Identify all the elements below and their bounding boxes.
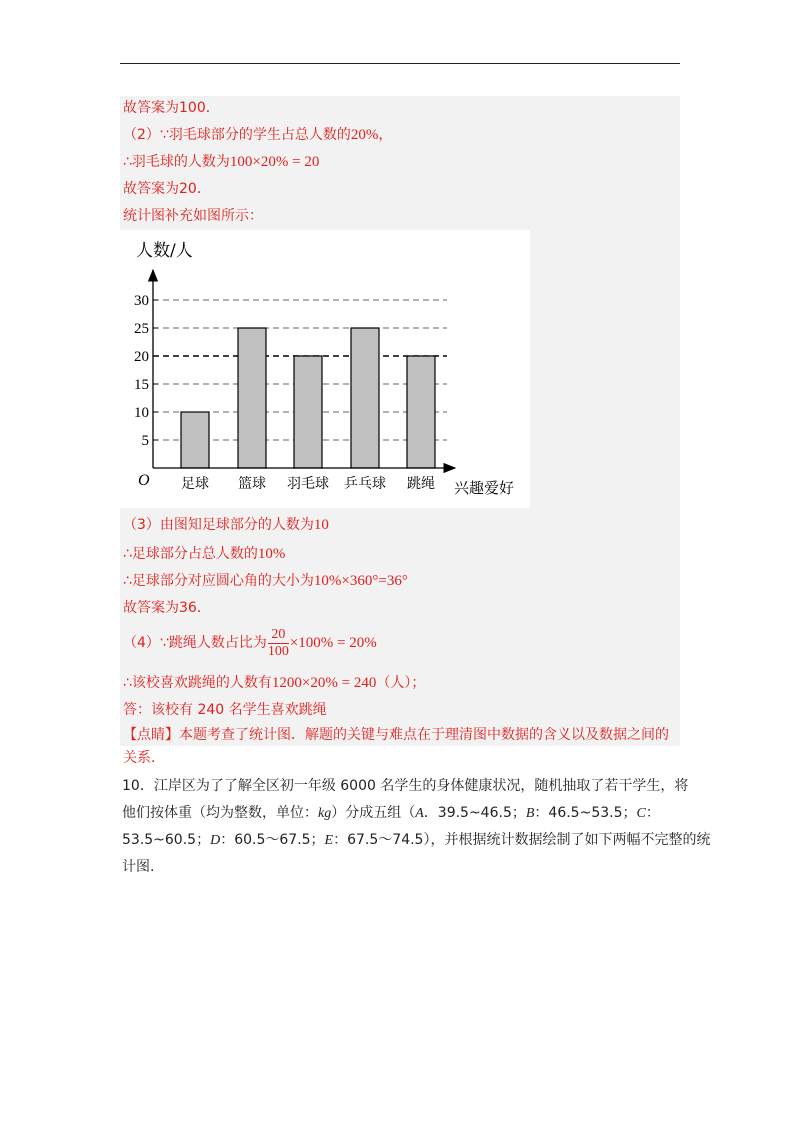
y-tick-label: 30 [134, 293, 149, 309]
fraction: $\frac{20}{100}$ [267, 626, 289, 659]
answer-line-10: （4）∵跳绳人数占比为 $\frac{20}{100}$ ×100% = 20% [123, 626, 377, 659]
answer-line-4: 故答案为20． [123, 181, 211, 197]
question-10-line-4: 计图. [122, 859, 155, 875]
x-category-label: 羽毛球 [287, 476, 329, 492]
origin-label: O [138, 472, 150, 489]
question-10-line-2: 他们按体重（均为整数，单位：kg）分成五组（A．39.5~46.5；B：46.5~53.5；C： [122, 805, 660, 821]
bar-3 [351, 328, 379, 468]
answer-line-3: ∴羽毛球的人数为100×20% = 20 [123, 154, 320, 170]
answer-line-12: 答：该校有 240 名学生喜欢跳绳 [123, 702, 327, 718]
question-10-line-3: 53.5~60.5；D：60.5～67.5；E：67.5～74.5），并根据统计数据绘制了如下两幅不完整的统 [122, 832, 711, 848]
y-tick-label: 10 [134, 405, 149, 421]
answer-line-6: （3）由图知足球部分的人数为10 [123, 517, 329, 533]
x-category-label: 足球 [181, 476, 209, 492]
note-line-2: 关系． [123, 750, 165, 766]
bar-4 [407, 356, 435, 468]
question-10-line-1: 10．江岸区为了了解全区初一年级 6000 名学生的身体健康状况，随机抽取了若干学生，将 [122, 778, 689, 794]
header-rule [120, 63, 680, 64]
bar-2 [294, 356, 322, 468]
y-tick-label: 25 [134, 321, 149, 337]
y-axis-title: 人数/人 [136, 241, 193, 261]
x-category-label: 跳绳 [407, 476, 435, 492]
answer-line-5: 统计图补充如图所示： [123, 208, 263, 224]
bar-chart [120, 230, 530, 508]
bar-1 [238, 328, 266, 468]
answer-line-1: 故答案为100． [123, 100, 220, 116]
y-tick-label: 5 [141, 433, 149, 449]
x-category-label: 篮球 [238, 476, 266, 492]
note-line-1: 【点睛】本题考查了统计图．解题的关键与难点在于理清图中数据的含义以及数据之间的 [123, 727, 669, 743]
y-tick-label: 15 [134, 377, 149, 393]
answer-line-2: （2）∵羽毛球部分的学生占总人数的20%， [123, 127, 393, 143]
answer-line-8: ∴足球部分对应圆心角的大小为10%×360°=36° [123, 573, 408, 589]
bar-chart-svg [120, 230, 530, 508]
bar-0 [181, 412, 209, 468]
answer-line-9: 故答案为36． [123, 600, 211, 616]
answer-line-11: ∴该校喜欢跳绳的人数有1200×20% = 240（人）； [123, 675, 426, 691]
answer-line-7: ∴足球部分占总人数的10% [123, 546, 286, 562]
x-axis-title: 兴趣爱好 [454, 479, 515, 497]
x-category-label: 乒乓球 [344, 476, 386, 492]
y-tick-label: 20 [134, 349, 149, 365]
